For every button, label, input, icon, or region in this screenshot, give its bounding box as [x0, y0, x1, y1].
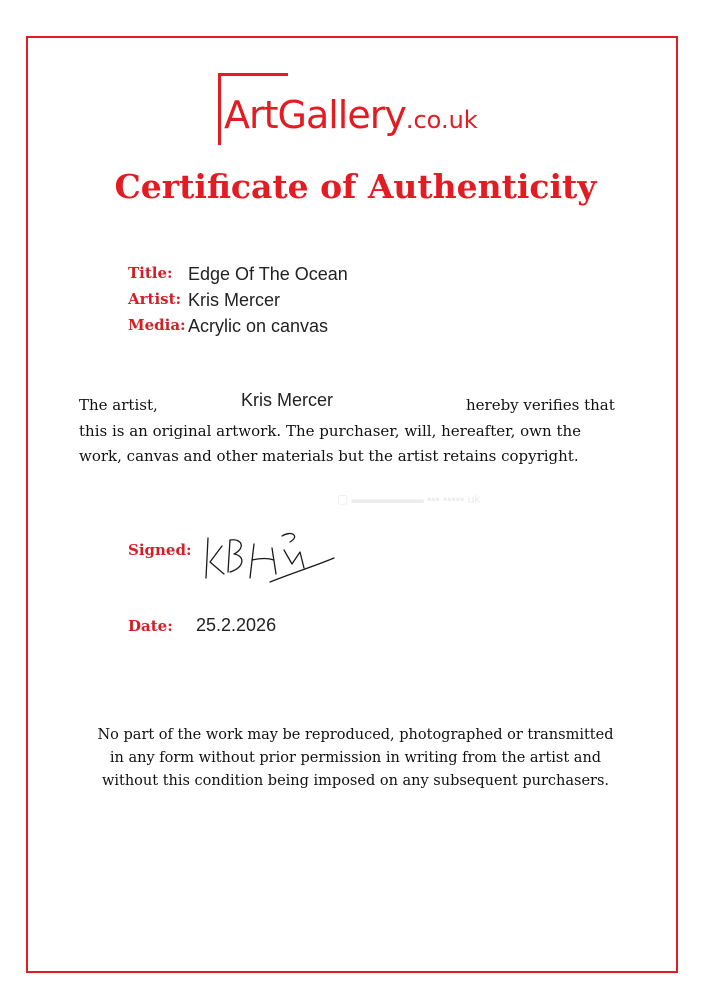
- media-label: Media:: [128, 316, 186, 334]
- statement-suffix: hereby verifies that: [466, 396, 615, 414]
- date-label: Date:: [128, 617, 173, 635]
- logo-main: ArtGallery: [224, 93, 406, 137]
- notice-line-2: in any form without prior permission in writing from the artist and: [109, 750, 602, 766]
- certificate-title: Certificate of Authenticity: [114, 167, 597, 206]
- title-value: Edge Of The Ocean: [188, 264, 348, 284]
- date-value: 25.2.2026: [196, 615, 277, 635]
- statement-line-3: work, canvas and other materials but the artist retains copyright.: [79, 447, 579, 465]
- statement-prefix: The artist,: [79, 396, 158, 414]
- artist-label: Artist:: [128, 290, 182, 308]
- notice-line-1: No part of the work may be reproduced, photographed or transmitted: [97, 727, 614, 743]
- logo-suffix: .co.uk: [405, 106, 478, 134]
- media-value: Acrylic on canvas: [188, 316, 329, 336]
- notice-line-3: without this condition being imposed on any subsequent purchasers.: [101, 773, 610, 789]
- artist-value: Kris Mercer: [188, 290, 281, 310]
- logo-text: [224, 93, 478, 137]
- statement-line-2: this is an original artwork. The purchaser, will, hereafter, own the: [79, 422, 582, 440]
- title-label: Title:: [128, 264, 173, 282]
- signed-label: Signed:: [128, 541, 192, 559]
- signature: [200, 528, 340, 590]
- artgallery-logo: [216, 68, 516, 158]
- statement-artist: Kris Mercer: [241, 390, 334, 410]
- faint-watermark: ▢ ▬▬▬▬▬▬ ▪▪▪ ▪▪▪▪▪ uk: [337, 492, 481, 506]
